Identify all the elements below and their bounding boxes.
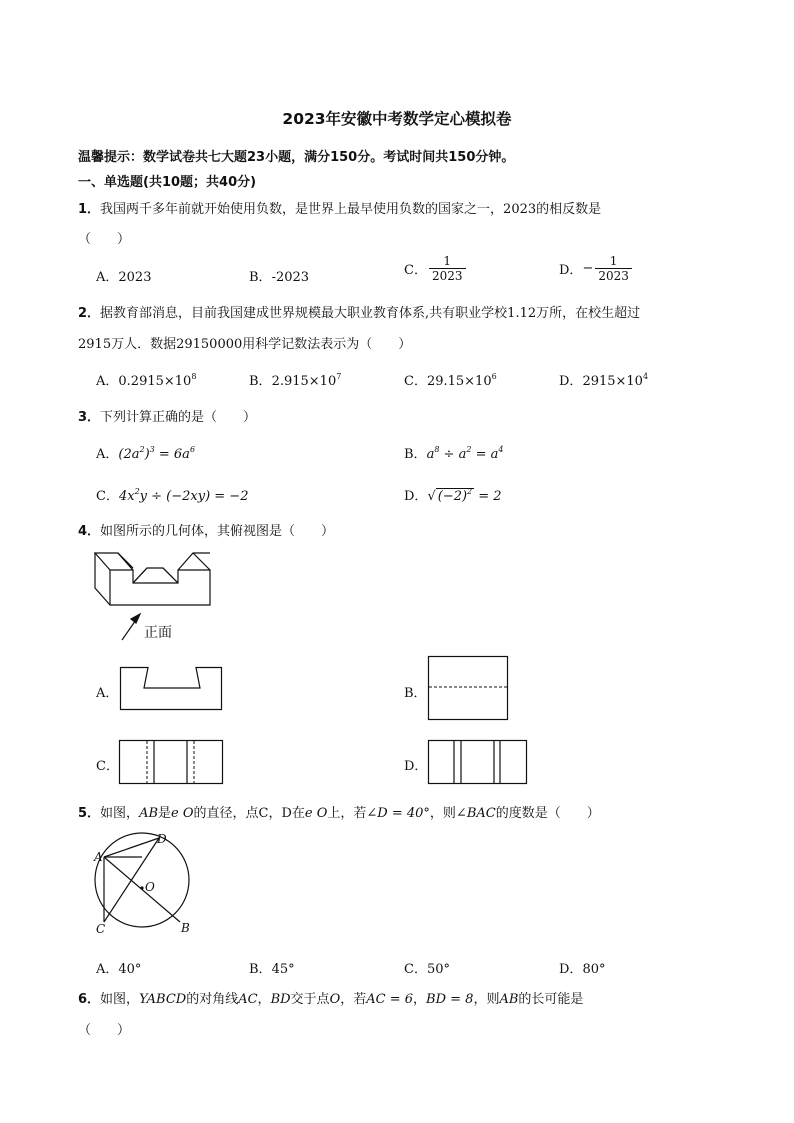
answer-paren: （ ） <box>78 232 131 247</box>
option-d: D．√ $(-2)^2 = 2$ <box>404 487 502 504</box>
option-d: D． <box>404 759 428 774</box>
question-6: 6．如图，YABCD的对角线AC，BD交于点O，若AC = 6，BD = 8，则AB的长可能是 <box>78 992 584 1007</box>
point-label-o: O <box>145 880 155 894</box>
option-a: A． <box>96 686 119 701</box>
option-a: A．$(2a^2)^3 = 6a^6$ <box>96 445 196 462</box>
question-text: 据教育部消息，目前我国建成世界规模最大职业教育体系,共有职业学校1.12万所，在校生超过 <box>100 306 641 321</box>
point-label-b: B <box>181 921 190 935</box>
option-c: C． <box>96 759 119 774</box>
option-b: B．-2023 <box>249 270 310 285</box>
option-a: A．2023 <box>96 270 152 285</box>
fraction: $\frac{1}{2023}$ <box>595 254 632 283</box>
point-label-c: C <box>96 922 106 936</box>
section-heading: 一、单选题(共10题；共40分) <box>78 175 257 190</box>
page-title: 2023年安徽中考数学定心模拟卷 <box>282 110 512 128</box>
point-label-d: D <box>157 832 167 846</box>
question-4: 4．如图所示的几何体，其俯视图是（ ） <box>78 524 335 539</box>
option-a: A．$0.2915\times 10^8$ <box>96 372 197 389</box>
option-d: D．$2915\times 10^4$ <box>559 372 649 389</box>
option-c: C． $\frac{1}{2023}$ <box>404 254 468 283</box>
point-label-a: A <box>94 850 103 864</box>
option-c: C．$4x^2y \div (-2xy) = -2$ <box>96 487 249 504</box>
option-b: B．45° <box>249 962 295 977</box>
option-b: B． <box>404 686 427 701</box>
option-d: D．− $\frac{1}{2023}$ <box>559 254 634 283</box>
front-label: 正面 <box>144 625 172 641</box>
answer-paren: （ ） <box>78 1023 131 1038</box>
question-number: 1． <box>78 202 101 217</box>
option-b: B．$2.915\times 10^7$ <box>249 372 342 389</box>
option-b: B．$a^8 \div a^2 = a^4$ <box>404 445 504 462</box>
fraction: $\frac{1}{2023}$ <box>429 254 466 283</box>
option-a: A．40° <box>96 962 142 977</box>
option-d: D．80° <box>559 962 606 977</box>
option-c: C．$29.15\times 10^6$ <box>404 372 497 389</box>
question-number: 2． <box>78 306 101 321</box>
notice: 温馨提示：数学试卷共七大题23小题，满分150分。考试时间共150分钟。 <box>78 150 515 165</box>
question-5: 5．如图，AB是e O的直径，点C，D在e O上，若∠D = 40°，则∠BAC的度数是（ ） <box>78 806 600 821</box>
question-2-line2: 2915万人．数据29150000用科学记数法表示为（ ） <box>78 337 412 352</box>
option-c: C．50° <box>404 962 450 977</box>
question-text: 我国两千多年前就开始使用负数，是世界上最早使用负数的国家之一，2023的相反数是 <box>100 202 602 217</box>
question-3: 3．下列计算正确的是（ ） <box>78 410 257 425</box>
